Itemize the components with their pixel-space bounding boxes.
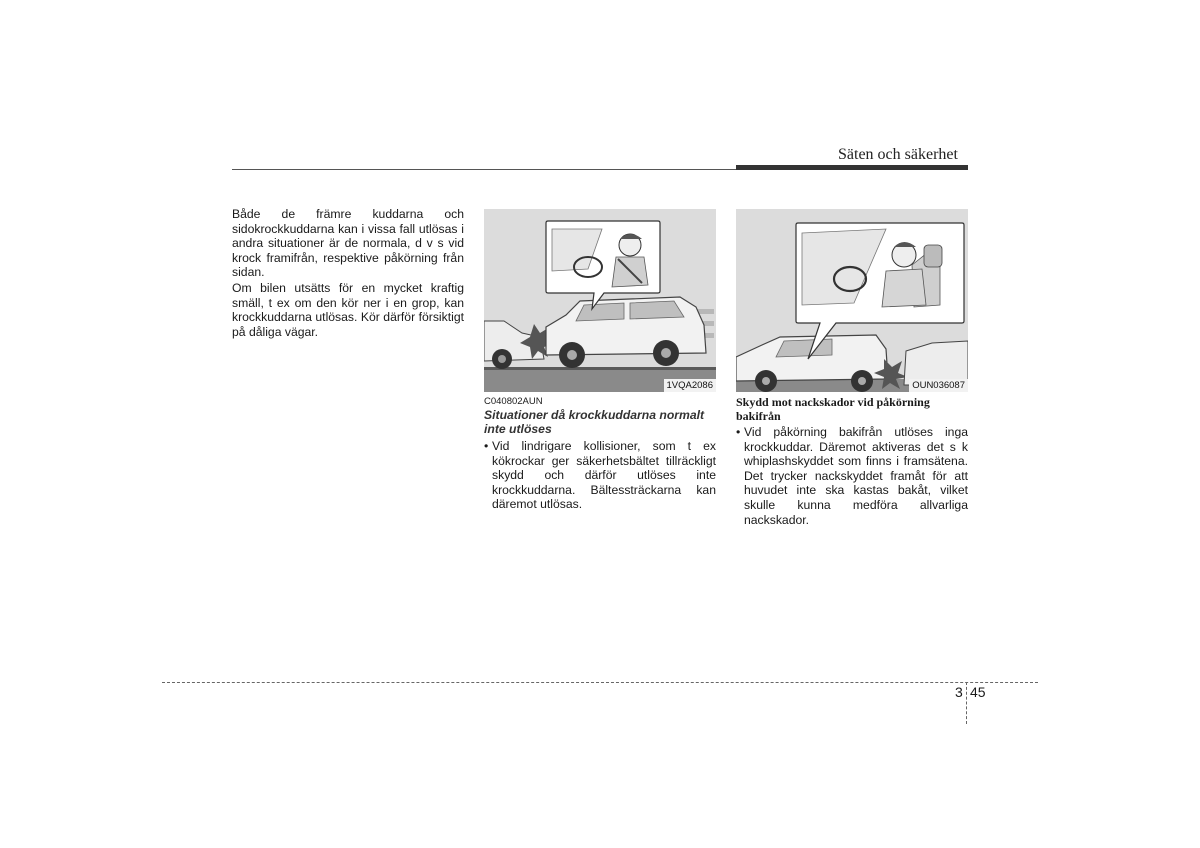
section-caption: Skydd mot nackskador vid påkörning bakifrån <box>736 395 930 423</box>
page-header-title: Säten och säkerhet <box>838 146 958 163</box>
header-rule-thick <box>736 165 968 170</box>
list-item-text: Vid påkörning bakifrån utlöses inga krockkuddar. Däremot aktiveras det s k whiplashskyddet som finns i framsätena. Det trycker nackskyddet framåt för att huvudet inte ska kastas bakåt, vilket skulle kunna medföra allvarliga nackskador. <box>744 425 968 527</box>
bullet-list <box>484 439 716 512</box>
bullet-icon: • <box>484 439 489 453</box>
section-caption: Situationer då krockkuddarna normalt inte utlöses <box>484 408 705 436</box>
list-item <box>484 439 716 512</box>
whiplash-illustration <box>736 209 968 392</box>
figure-code: OUN036087 <box>909 379 968 392</box>
whiplash-illustration-graphic <box>736 209 968 392</box>
page-number: 45 <box>970 684 986 700</box>
collision-illustration <box>484 209 716 392</box>
footer-divider <box>966 682 967 724</box>
left-column <box>232 207 464 340</box>
list-item <box>736 425 968 527</box>
paragraph: Både de främre kuddarna och sidokrockkuddarna kan i vissa fall utlösas i andra situationer är de normala, d v s vid krock framifrån, respektive påkörning från sidan. <box>232 207 464 280</box>
collision-illustration-graphic <box>484 209 716 392</box>
figure-code: 1VQA2086 <box>664 379 716 392</box>
reference-code: C040802AUN <box>484 396 543 407</box>
list-item-text: Vid lindrigare kollisioner, som t ex kökrockar ger säkerhetsbältet tillräckligt skydd och därför utlöses inte krockkuddarna. Bältessträckarna kan däremot utlösas. <box>492 439 716 512</box>
bullet-icon: • <box>736 425 741 439</box>
header-rule <box>232 169 736 170</box>
footer-rule <box>162 682 1038 683</box>
paragraph: Om bilen utsätts för en mycket kraftig smäll, t ex om den kör ner i en grop, kan krockkuddarna utlösas. Kör därför försiktigt på dåliga vägar. <box>232 280 464 339</box>
chapter-number: 3 <box>955 684 963 700</box>
bullet-list <box>736 425 968 527</box>
